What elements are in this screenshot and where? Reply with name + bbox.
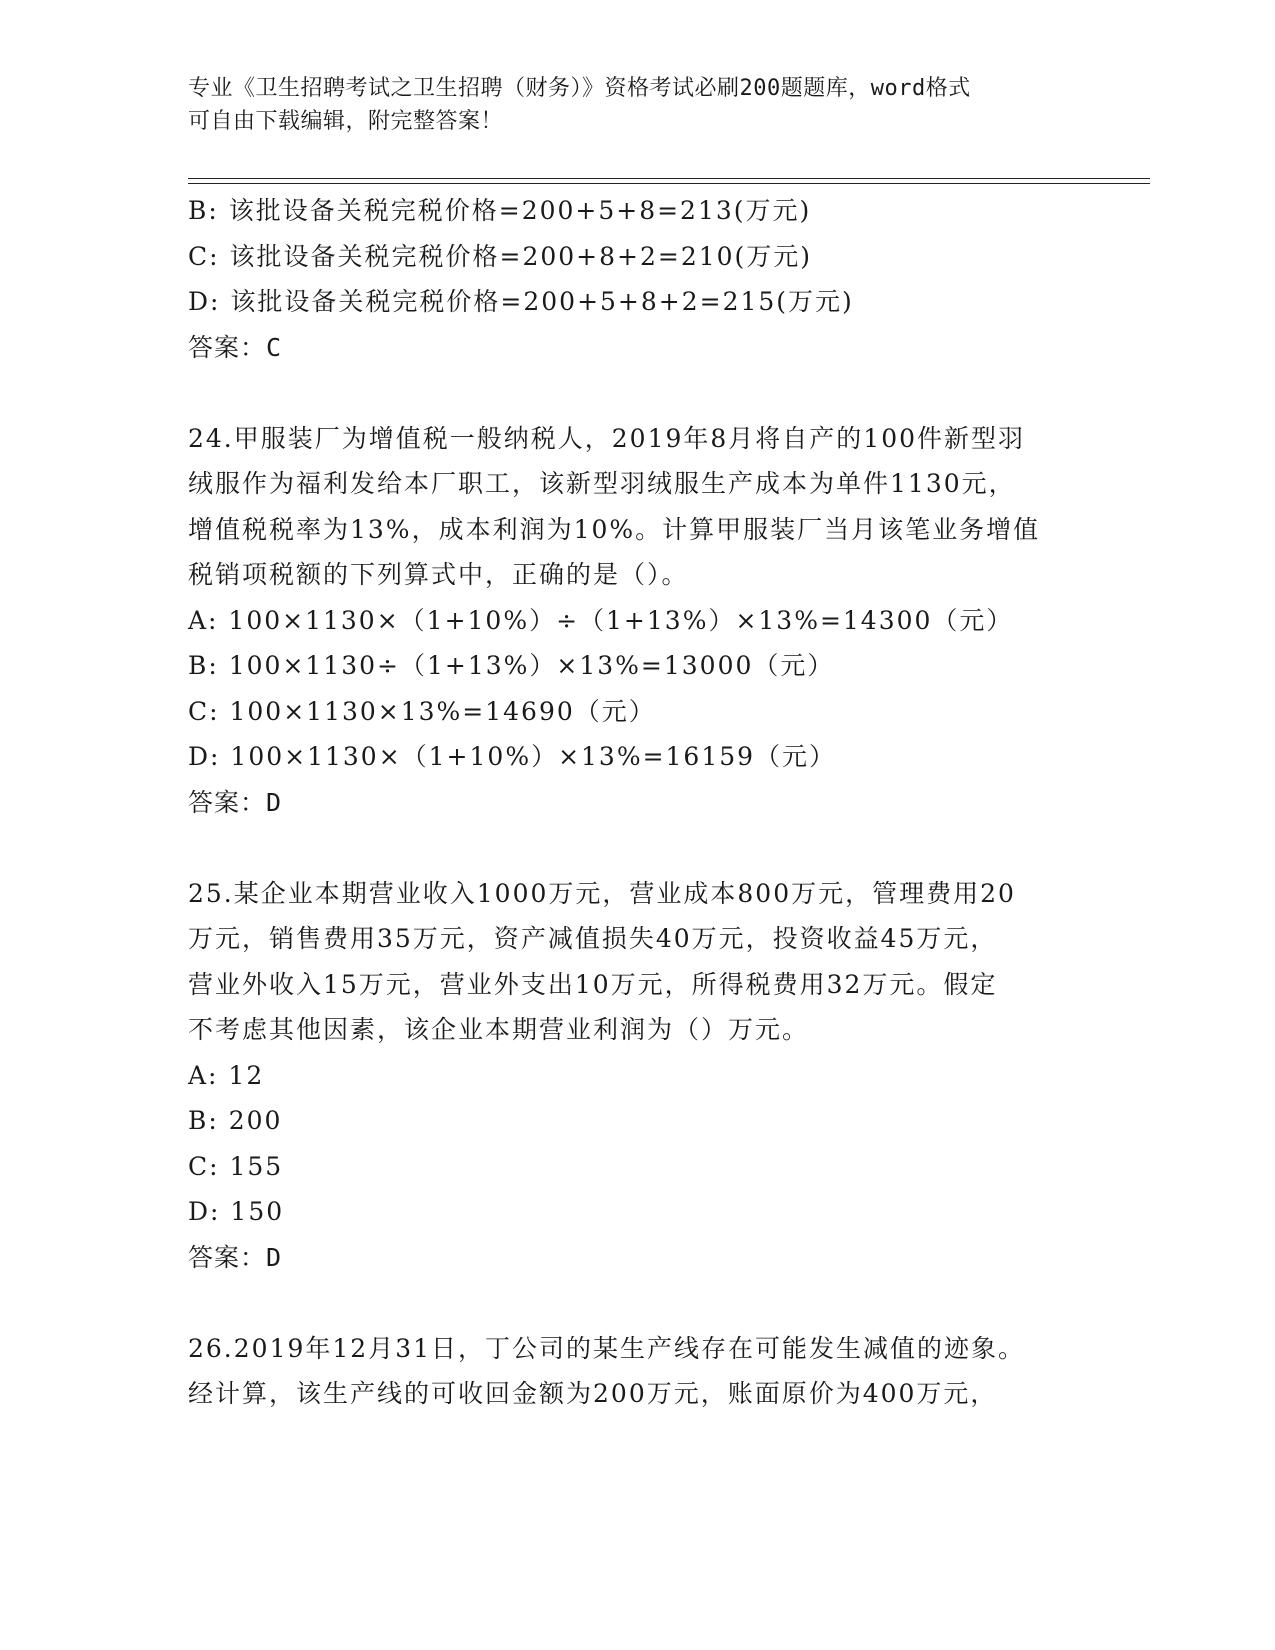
option-b: B: 100×1130÷（1+13%）×13%=13000（元）: [188, 651, 835, 680]
option-b: B: 该批设备关税完税价格=200+5+8=213(万元): [188, 196, 812, 225]
answer-line: 答案：D: [188, 787, 283, 817]
answer-line: 答案：C: [188, 332, 283, 362]
question-23-tail: [188, 188, 1088, 370]
question-stem-line: 26.2019年12月31日，丁公司的某生产线存在可能发生减值的迹象。: [188, 1333, 1026, 1363]
option-c: C: 100×1130×13%=14690（元）: [188, 696, 656, 726]
option-d: D: 150: [188, 1197, 285, 1226]
spacer: [188, 1280, 1088, 1326]
page-header: [188, 72, 1088, 138]
question-stem-line: 25.某企业本期营业收入1000万元，营业成本800万元，管理费用20: [188, 878, 1016, 908]
question-stem-line: 24.甲服装厂为增值税一般纳税人，2019年8月将自产的100件新型羽: [188, 423, 1026, 453]
question-stem-line: 绒服作为福利发给本厂职工，该新型羽绒服生产成本为单件1130元，: [188, 469, 1016, 498]
option-a: A: 100×1130×（1+10%）÷（1+13%）×13%=14300（元）: [188, 605, 1014, 635]
answer-line: 答案：D: [188, 1242, 283, 1272]
option-c: C: 该批设备关税完税价格=200+8+2=210(万元): [188, 241, 813, 271]
option-d: D: 100×1130×（1+10%）×13%=16159（元）: [188, 742, 837, 771]
question-stem-line: 营业外收入15万元，营业外支出10万元，所得税费用32万元。假定: [188, 969, 998, 999]
question-stem-line: 万元，销售费用35万元，资产减值损失40万元，投资收益45万元，: [188, 924, 998, 953]
option-d: D: 该批设备关税完税价格=200+5+8+2=215(万元): [188, 287, 854, 316]
spacer: [188, 825, 1088, 871]
question-25: [188, 871, 1088, 1281]
option-c: C: 155: [188, 1151, 284, 1181]
document-body: [188, 188, 1088, 1417]
option-a: A: 12: [188, 1060, 265, 1090]
question-26: [188, 1326, 1088, 1417]
header-line-1: 专业《卫生招聘考试之卫生招聘（财务）》资格考试必刷200题题库，word格式: [188, 76, 971, 101]
header-line-2: 可自由下载编辑，附完整答案！: [188, 109, 504, 134]
spacer: [188, 370, 1088, 416]
question-stem-line: 税销项税额的下列算式中，正确的是（）。: [188, 560, 689, 589]
question-stem-line: 不考虑其他因素，该企业本期营业利润为（）万元。: [188, 1015, 810, 1044]
header-divider: [188, 178, 1150, 184]
question-24: [188, 416, 1088, 826]
option-b: B: 200: [188, 1106, 283, 1135]
question-stem-line: 增值税税率为13%，成本利润为10%。计算甲服装厂当月该笔业务增值: [188, 514, 1041, 544]
question-stem-line: 经计算，该生产线的可收回金额为200万元，账面原价为400万元，: [188, 1379, 998, 1408]
